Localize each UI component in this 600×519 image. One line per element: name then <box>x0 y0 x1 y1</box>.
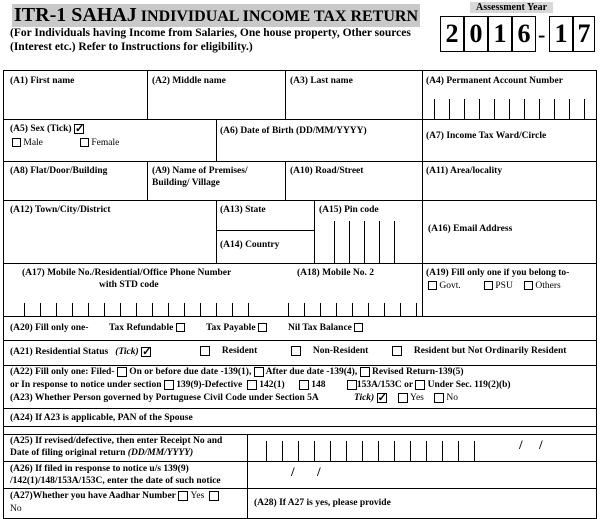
first-name-label: (A1) First name <box>10 76 75 86</box>
checkbox-icon[interactable] <box>291 346 301 356</box>
country-label: (A14) Country <box>220 240 280 250</box>
female-option[interactable]: Female <box>80 138 119 150</box>
notice-slash: / <box>291 464 295 479</box>
notice-date-label: (A26) If filed in response to notice u/s 139(9) <box>10 464 189 474</box>
town-city-label: (A12) Town/City/District <box>10 205 111 215</box>
a20-label: (A20) Fill only one- <box>10 323 89 333</box>
portuguese-tick-icon: ✓ <box>377 392 387 404</box>
employer-category-label: (A19) Fill only one if you belong to- <box>426 268 570 278</box>
checkbox-icon[interactable] <box>178 491 188 501</box>
aadhar-number-label: (A28) If A27 is yes, please provide <box>254 498 391 508</box>
ay-digit: 1 <box>549 16 573 52</box>
dob-label: (A6) Date of Birth (DD/MM/YYYY) <box>220 126 367 136</box>
checkbox-icon[interactable] <box>415 380 425 390</box>
middle-name-label: (A2) Middle name <box>152 76 226 86</box>
premises-label-line2: Building/ Village <box>152 178 220 188</box>
mobile-label-line2: with STD code <box>99 280 159 290</box>
checkbox-icon[interactable] <box>176 323 185 332</box>
checkbox-icon[interactable] <box>354 323 363 332</box>
flat-door-label: (A8) Flat/Door/Building <box>10 166 108 176</box>
last-name-label: (A3) Last name <box>290 76 353 86</box>
checkbox-icon[interactable] <box>80 138 89 147</box>
state-label: (A13) State <box>220 205 266 215</box>
portuguese-yes-option[interactable]: Yes <box>398 393 424 405</box>
checkbox-icon[interactable] <box>209 491 219 501</box>
checkbox-icon[interactable] <box>428 281 437 290</box>
date-slash: / <box>539 437 543 452</box>
checkbox-icon[interactable] <box>247 380 257 390</box>
checkbox-icon[interactable] <box>434 393 444 403</box>
ay-dash: - <box>538 22 546 47</box>
checkbox-icon[interactable] <box>258 323 267 332</box>
checkbox-icon[interactable] <box>392 346 402 356</box>
rnor-option[interactable]: Resident but Not Ordinarily Resident <box>392 346 566 358</box>
checkbox-icon[interactable] <box>117 367 127 377</box>
aadhar-no-option[interactable]: No <box>10 504 22 514</box>
ay-digit: 6 <box>512 16 536 52</box>
others-option[interactable]: Others <box>524 281 561 293</box>
ay-digit: 1 <box>488 16 512 52</box>
residential-tick-icon: ✓ <box>142 346 152 358</box>
premises-label: (A9) Name of Premises/ <box>152 166 248 176</box>
checkbox-icon[interactable] <box>398 393 408 403</box>
sex-label: (A5) Sex (Tick) ✓ <box>10 123 85 135</box>
personal-info-table <box>3 70 597 519</box>
residential-status-label: (A21) Residential Status (Tick) ✓ <box>10 346 152 358</box>
notice-slash: / <box>317 464 321 479</box>
sex-tick-icon: ✓ <box>74 123 85 135</box>
assessment-year-label: Assessment Year <box>470 2 553 13</box>
spouse-pan-label: (A24) If A23 is applicable, PAN of the Spouse <box>10 413 193 423</box>
checkbox-icon[interactable] <box>254 367 264 377</box>
tax-payable-option[interactable]: Tax Payable <box>206 323 267 335</box>
govt-option[interactable]: Govt. <box>428 281 461 293</box>
mobile2-label: (A18) Mobile No. 2 <box>297 268 375 278</box>
date-slash: / <box>519 437 523 452</box>
notice-date-label-line2: /142(1)/148/153A/153C, enter the date of such notice <box>10 476 221 486</box>
ay-digit: 0 <box>464 16 488 52</box>
mobile-label: (A17) Mobile No./Residential/Office Phone Number <box>22 268 232 278</box>
checkbox-icon[interactable] <box>524 281 533 290</box>
area-locality-label: (A11) Area/locality <box>426 166 503 176</box>
a22-line2: or In response to notice under section 139(9)-Defective 142(1) 148 153A/153C or Under Sec. 119(2)(b) <box>10 380 511 391</box>
pan-label: (A4) Permanent Account Number <box>426 76 563 86</box>
receipt-label: (A25) If revised/defective, then enter Receipt No and <box>10 436 223 446</box>
male-option[interactable]: Male <box>12 138 43 150</box>
ward-circle-label: (A7) Income Tax Ward/Circle <box>426 131 547 141</box>
form-title: ITR-1 SAHAJ INDIVIDUAL INCOME TAX RETURN <box>14 4 419 26</box>
aadhar-label: (A27)Whether you have Aadhar Number Yes <box>10 491 219 503</box>
checkbox-icon[interactable] <box>164 380 174 390</box>
checkbox-icon[interactable] <box>200 346 210 356</box>
checkbox-icon[interactable] <box>484 281 493 290</box>
email-label: (A16) Email Address <box>428 224 513 234</box>
checkbox-icon[interactable] <box>347 380 357 390</box>
pin-code-label: (A15) Pin code <box>319 205 379 215</box>
form-subtitle: (For Individuals having Income from Salaries, One house property, Other sources (Interest etc.) Refer to Instructions for eligibility.) <box>10 27 411 53</box>
checkbox-icon[interactable] <box>299 380 309 390</box>
road-street-label: (A10) Road/Street <box>290 166 364 176</box>
tax-refundable-option[interactable]: Tax Refundable <box>109 323 185 335</box>
portuguese-tick-label: Tick) ✓ <box>354 392 387 404</box>
ay-digit: 2 <box>440 16 464 52</box>
non-resident-option[interactable]: Non-Resident <box>291 346 368 358</box>
nil-tax-option[interactable]: Nil Tax Balance <box>288 323 363 335</box>
checkbox-icon[interactable] <box>360 367 370 377</box>
receipt-label-line2: Date of filing original return (DD/MM/YYYY) <box>10 448 194 458</box>
a22-line1: (A22) Fill only one: Filed- On or before due date -139(1), After due date -139(4), Revised Return-139(5) <box>10 367 464 378</box>
ay-digit: 7 <box>573 16 595 52</box>
resident-option[interactable]: Resident <box>200 346 257 358</box>
psu-option[interactable]: PSU <box>484 281 513 293</box>
portuguese-code-label: (A23) Whether Person governed by Portuguese Civil Code under Section 5A <box>10 393 319 403</box>
portuguese-no-option[interactable]: No <box>434 393 458 405</box>
checkbox-icon[interactable] <box>12 138 21 147</box>
